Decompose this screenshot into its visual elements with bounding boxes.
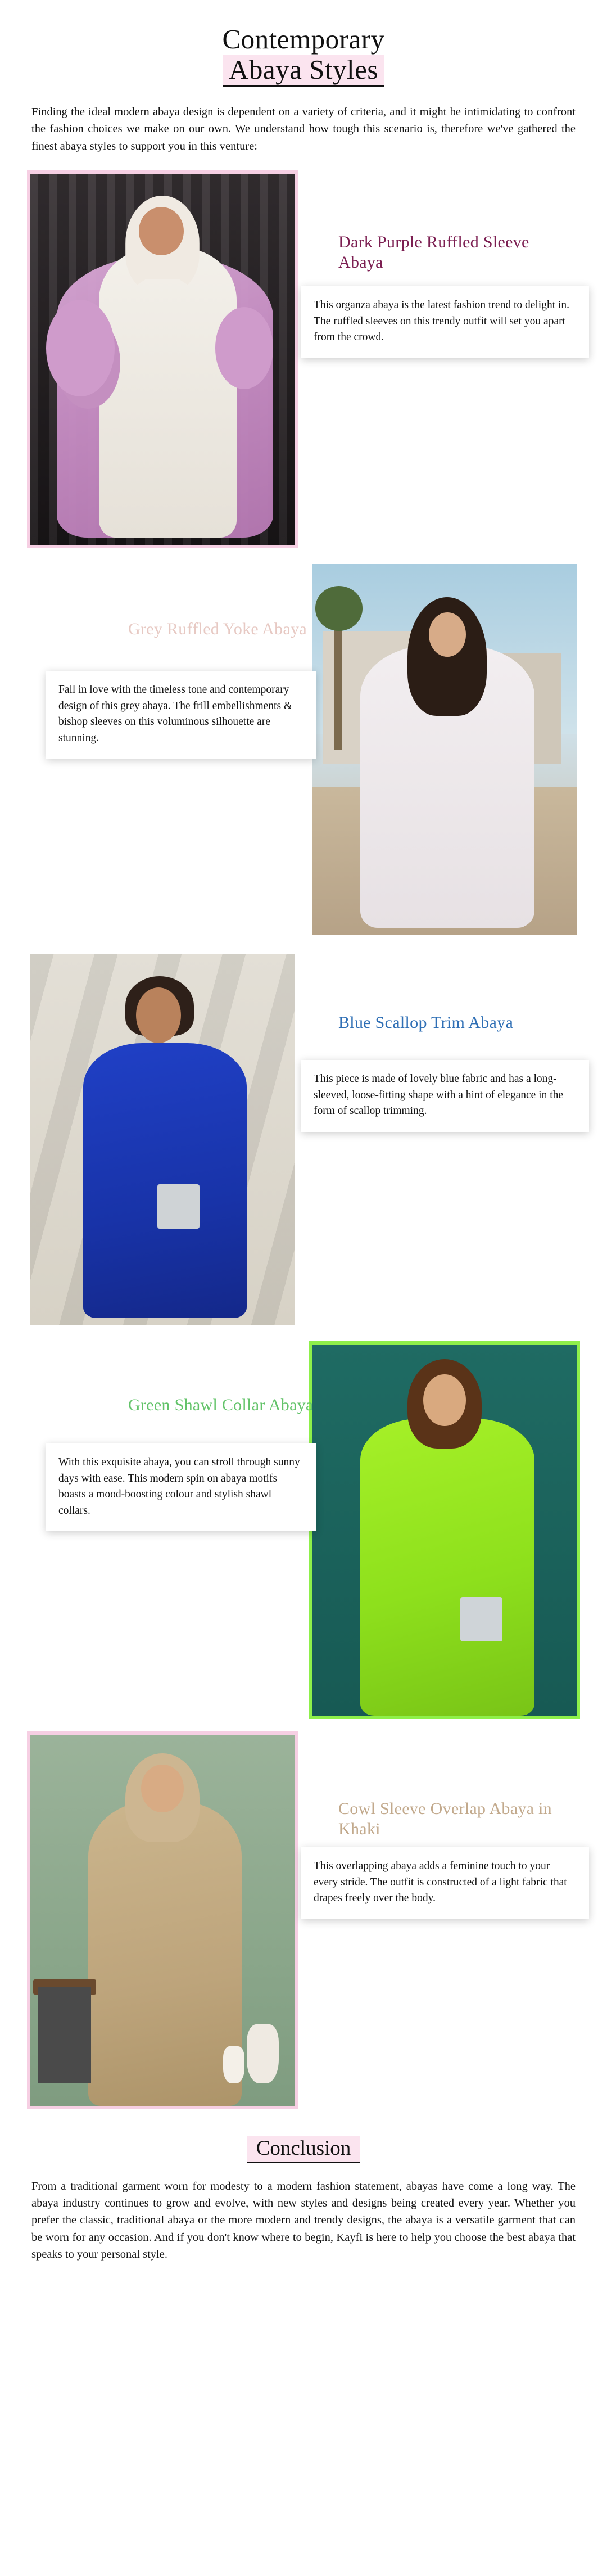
page-title-line-2-wrapper xyxy=(27,55,580,87)
style-image-1 xyxy=(30,174,295,545)
conclusion-paragraph: From a traditional garment worn for modesty to a modern fashion statement, abayas have come a long way. The abaya industry continues to grow and evolve, with new styles and designs being created every year. Whether you prefer the classic, traditional abaya or the more modern and trendy designs, the abaya is a versatile garment that can be worn for any occasion. And if you don't know where to begin, Kayfi is here to help you choose the best abaya that speaks to your personal style. xyxy=(31,2180,576,2261)
style-heading-4: Green Shawl Collar Abaya xyxy=(128,1395,314,1414)
conclusion-heading: Conclusion xyxy=(247,2136,360,2163)
style-section-3 xyxy=(27,954,580,1325)
page-title-line-2: Abaya Styles xyxy=(223,55,384,87)
style-heading-5: Cowl Sleeve Overlap Abaya in Khaki xyxy=(338,1799,552,1839)
style-section-5 xyxy=(27,1735,580,2106)
style-description-5: This overlapping abaya adds a feminine touch to your every stride. The outfit is constructed of a light fabric that drapes freely over the body. xyxy=(301,1847,589,1919)
style-heading-1: Dark Purple Ruffled Sleeve Abaya xyxy=(338,232,529,272)
style-section-4 xyxy=(27,1345,580,1716)
intro-paragraph: Finding the ideal modern abaya design is dependent on a variety of criteria, and it might be intimidating to confront the fashion choices we make on our own. We understand how tough this scenario is, therefore we've gathered the finest abaya styles to support you in this venture: xyxy=(31,105,576,152)
style-description-1: This organza abaya is the latest fashion trend to delight in. The ruffled sleeves on this trendy outfit will set you apart from the crowd. xyxy=(301,286,589,358)
page-title xyxy=(27,0,580,87)
conclusion-heading-wrapper xyxy=(27,2136,580,2163)
style-image-5 xyxy=(30,1735,295,2106)
style-description-4: With this exquisite abaya, you can stroll through sunny days with ease. This modern spin on abaya motifs boasts a mood-boosting colour and stylish shawl collars. xyxy=(46,1443,316,1532)
style-heading-3: Blue Scallop Trim Abaya xyxy=(338,1013,514,1032)
style-description-3: This piece is made of lovely blue fabric and has a long-sleeved, loose-fitting shape with a hint of elegance in the form of scallop trimming. xyxy=(301,1060,589,1132)
style-image-3 xyxy=(30,954,295,1325)
style-section-2 xyxy=(27,564,580,935)
style-heading-2: Grey Ruffled Yoke Abaya xyxy=(128,619,307,638)
style-description-2: Fall in love with the timeless tone and contemporary design of this grey abaya. The frill embellishments & bishop sleeves on this voluminous silhouette are stunning. xyxy=(46,671,316,759)
page-title-line-1: Contemporary xyxy=(222,24,385,55)
style-section-1 xyxy=(27,174,580,545)
